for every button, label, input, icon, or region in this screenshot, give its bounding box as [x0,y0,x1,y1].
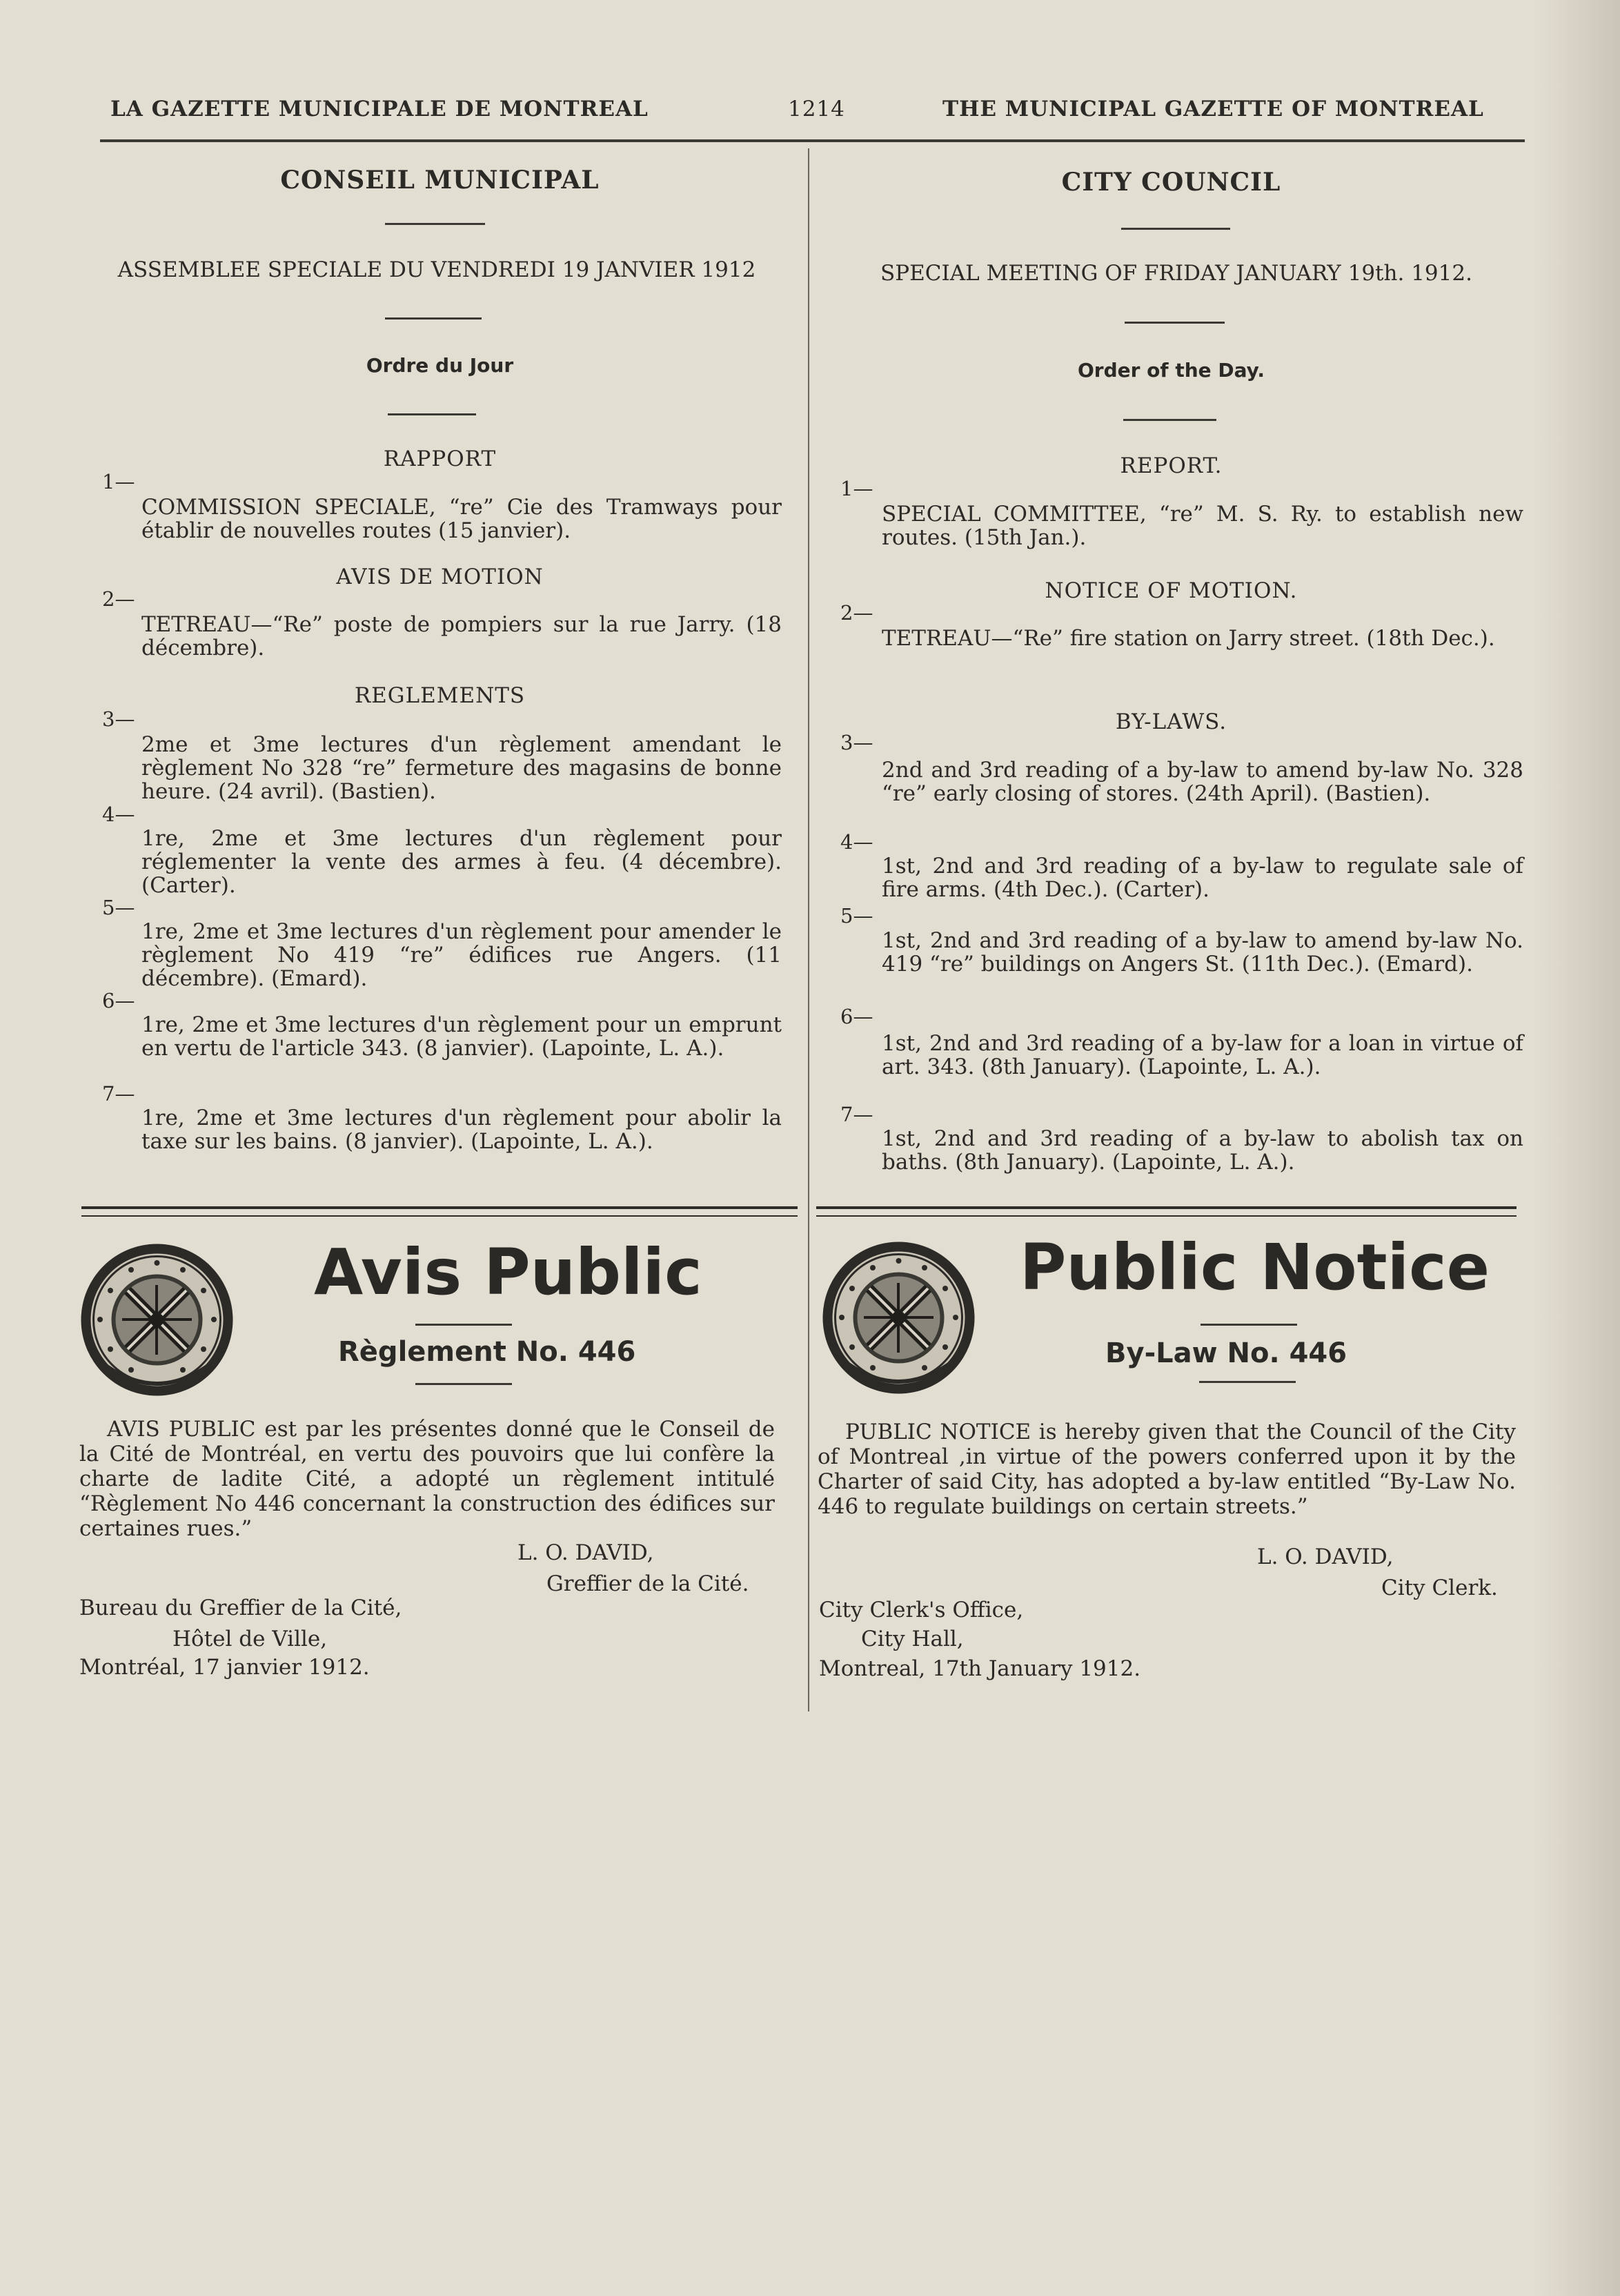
fr-hall: Hôtel de Ville, [172,1627,328,1651]
city-seal-emblem [79,1242,235,1397]
fr-item-number: 5— [102,896,135,919]
en-item-text: 1st, 2nd and 3rd reading of a by-law for a loan in virtue of art. 343. (8th January). (Lapointe, L. A.). [882,1031,1523,1079]
en-item-text: SPECIAL COMMITTEE, “re” M. S. Ry. to establish new routes. (15th Jan.). [882,502,1523,550]
avis-public-heading: Avis Public [314,1235,702,1309]
running-header-english: THE MUNICIPAL GAZETTE OF MONTREAL [942,97,1484,121]
en-signer-title: City Clerk. [1381,1576,1498,1600]
fr-order-rule [388,413,476,415]
fr-signer-title: Greffier de la Cité. [546,1571,749,1596]
en-agenda-item [882,502,1523,549]
fr-agenda-item [141,613,782,660]
public-notice-heading: Public Notice [1020,1230,1490,1304]
fr-agenda-item [141,920,782,990]
en-order-rule [1123,419,1216,421]
en-agenda-item [882,1032,1523,1079]
fr-item-text: 1re, 2me et 3me lectures d'un règlement pour réglementer la vente des armes à feu. (4 décembre). (Carter). [141,826,782,898]
fr-notice-rule-top [415,1324,512,1326]
fr-item-text: TETREAU—“Re” poste de pompiers sur la rue Jarry. (18 décembre). [141,612,782,660]
en-item-number: 3— [840,731,873,754]
fr-double-rule [81,1206,798,1217]
en-item-number: 6— [840,1005,873,1028]
fr-item-number: 7— [102,1082,135,1106]
fr-item-number: 2— [102,587,135,611]
en-item-number: 5— [840,904,873,928]
en-agenda-item [882,854,1523,901]
en-item-text: 1st, 2nd and 3rd reading of a by-law to regulate sale of fire arms. (4th Dec.). (Carter). [882,854,1523,902]
running-header-french: LA GAZETTE MUNICIPALE DE MONTREAL [110,97,649,121]
en-notice-body: PUBLIC NOTICE is hereby given that the Council of the City of Montreal ,in virtue of the powers conferred upon it by the Charter of said City, has adopted a by-law entitled “By-Law No. 446 to regulate buildings on certain streets.” [818,1420,1516,1519]
fr-item-number: 4— [102,803,135,826]
en-agenda-item [882,1127,1523,1174]
en-bylaw-number: By-Law No. 446 [1105,1337,1347,1369]
fr-item-text: 1re, 2me et 3me lectures d'un règlement pour amender le règlement No 419 “re” édifices rue Angers. (11 décembre). (Emard). [141,919,782,991]
fr-item-text: 2me et 3me lectures d'un règlement amendant le règlement No 328 “re” fermeture des magasins de bonne heure. (24 avril). (Bastien). [141,732,782,804]
en-meeting-rule [1125,322,1225,324]
en-item-number: 7— [840,1103,873,1126]
page-number: 1214 [788,97,845,121]
fr-section-motion: AVIS DE MOTION [336,565,544,589]
en-item-text: 1st, 2nd and 3rd reading of a by-law to abolish tax on baths. (8th January). (Lapointe, L. A.). [882,1126,1523,1175]
en-signer-name: L. O. DAVID, [1257,1544,1394,1569]
en-item-text: 1st, 2nd and 3rd reading of a by-law to amend by-law No. 419 “re” buildings on Angers St. (11th Dec.). (Emard). [882,928,1523,977]
fr-item-number: 6— [102,989,135,1012]
column-separator [808,148,809,1711]
fr-agenda-item [141,495,782,542]
en-item-number: 1— [840,477,873,500]
en-item-text: 2nd and 3rd reading of a by-law to amend by-law No. 328 “re” early closing of stores. (24th April). (Bastien). [882,758,1523,806]
en-office: City Clerk's Office, [819,1598,1024,1622]
fr-item-text: COMMISSION SPECIALE, “re” Cie des Tramways pour établir de nouvelles routes (15 janvier). [141,495,782,543]
fr-meeting-line: ASSEMBLEE SPECIALE DU VENDREDI 19 JANVIER 1912 [117,257,756,282]
en-title-rule [1121,228,1230,230]
en-agenda-item [882,758,1523,805]
fr-bylaw-number: Règlement No. 446 [338,1336,636,1368]
en-item-text: TETREAU—“Re” fire station on Jarry street. (18th Dec.). [882,626,1495,651]
fr-council-title: CONSEIL MUNICIPAL [280,166,600,195]
header-rule [100,139,1525,142]
en-hall: City Hall, [861,1627,964,1651]
fr-date: Montréal, 17 janvier 1912. [79,1655,370,1680]
fr-agenda-item [141,1013,782,1060]
en-section-report: REPORT. [1120,453,1223,478]
fr-signer-name: L. O. DAVID, [517,1540,654,1565]
en-council-title: CITY COUNCIL [1061,168,1281,197]
fr-order-heading: Ordre du Jour [366,354,514,377]
en-notice-rule-top [1201,1324,1297,1326]
en-item-number: 4— [840,830,873,854]
en-date: Montreal, 17th January 1912. [819,1656,1141,1681]
fr-title-rule [385,223,485,225]
fr-agenda-item [141,733,782,803]
fr-agenda-item [141,1106,782,1153]
fr-item-text: 1re, 2me et 3me lectures d'un règlement pour abolir la taxe sur les bains. (8 janvier). (Lapointe, L. A.). [141,1106,782,1154]
fr-notice-rule-bottom [415,1383,512,1385]
en-meeting-line: SPECIAL MEETING OF FRIDAY JANUARY 19th. 1912. [880,261,1472,286]
en-double-rule [816,1206,1517,1217]
city-seal-emblem [821,1240,976,1395]
en-agenda-item [882,929,1523,976]
fr-item-number: 1— [102,470,135,493]
fr-section-report: RAPPORT [383,447,497,471]
fr-item-text: 1re, 2me et 3me lectures d'un règlement pour un emprunt en vertu de l'article 343. (8 janvier). (Lapointe, L. A.). [141,1012,782,1061]
page-spine-shadow [1537,0,1620,2296]
en-order-heading: Order of the Day. [1077,359,1265,382]
en-notice-rule-bottom [1199,1381,1296,1383]
fr-office: Bureau du Greffier de la Cité, [79,1596,402,1620]
fr-agenda-item [141,827,782,897]
en-agenda-item [882,627,1523,650]
fr-item-number: 3— [102,707,135,731]
fr-meeting-rule [385,317,482,320]
en-section-motion: NOTICE OF MOTION. [1045,578,1298,603]
en-section-bylaws: BY-LAWS. [1115,709,1227,734]
fr-section-bylaws: REGLEMENTS [354,683,526,708]
fr-notice-body: AVIS PUBLIC est par les présentes donné que le Conseil de la Cité de Montréal, en vertu des pouvoirs que lui confère la charte de ladite Cité, a adopté un règlement intitulé “Règlement No 446 concernant la construction des édifices sur certaines rues.” [79,1417,775,1541]
en-item-number: 2— [840,601,873,625]
